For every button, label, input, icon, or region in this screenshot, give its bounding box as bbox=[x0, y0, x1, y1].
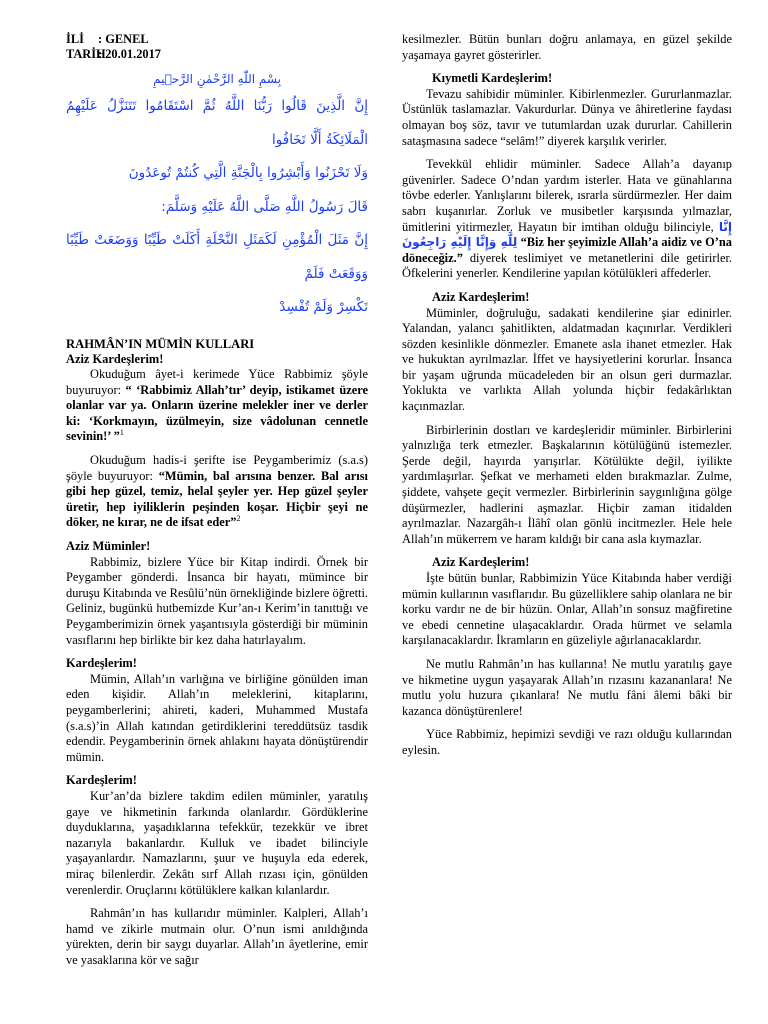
p2b-quote: “Biz her şeyimizle Allah’a aidiz ve O’na döneceğiz.” bbox=[402, 235, 732, 265]
right-paragraph-0: kesilmezler. Bütün bunları doğru anlamaya, en güzel şekilde yaşamaya gayret gösterirler. bbox=[402, 32, 732, 62]
left-heading-4: Kardeşlerim! bbox=[66, 773, 137, 788]
left-paragraph-1 bbox=[66, 367, 368, 445]
sermon-title: RAHMÂN’IN MÜMİN KULLARI bbox=[66, 336, 255, 351]
right-paragraph-7: Yüce Rabbimiz, hepimizi sevdiği ve razı olduğu kullarından eylesin. bbox=[402, 727, 732, 757]
p1-text: Okuduğum âyet-i kerimede Yüce Rabbimiz şöyle buyuruyor: bbox=[66, 367, 368, 397]
right-paragraph-5: İşte bütün bunlar, Rabbimizin Yüce Kitabında haber verdiği mümin kullarının vasıflarıdır. Bu güzelliklere sahip olanlara ne bir korku vardır ne de bir hüzün. Onlar, Allah’ın sonsuz mağfiretine ve ebedi cennetine ulaşacaklardır. Orada hürmet ve selamla karşılanacaklardır. İkramların en güzeliyle ağırlanacaklardır. bbox=[402, 571, 732, 648]
p2-quote: “Mümin, bal arısına benzer. Bal arısı gibi hep güzel, temiz, helal şeyler yer. Hep güzel şeyler üretir, hep iyiliklerin peşinden koşar. Hiçbir şeyi ne döker, ne kırar, ne de ifsat eder” bbox=[66, 468, 368, 530]
left-paragraph-4: Mümin, Allah’ın varlığına ve birliğine gönülden iman eden kişidir. Allah’ın meleklerini, kitaplarını, peygamberlerini; ahireti, kaderi, Muhammed Mustafa (s.a.s)’in Allah katından getirdiklerini tereddütsüz tasdik edendir. Peygamberinin örnek ahlakını hayata dönüştürendir mümin. bbox=[66, 671, 368, 764]
footnote-1: 1 bbox=[119, 428, 124, 438]
left-paragraph-2 bbox=[66, 453, 368, 531]
footnote-2: 2 bbox=[236, 514, 241, 524]
right-column bbox=[402, 32, 732, 767]
tarih-label: TARİH bbox=[66, 47, 106, 61]
ili-value: : GENEL bbox=[98, 32, 149, 46]
ayah-line-2: وَلَا تَحْزَنُوا وَأَبْشِرُوا بِالْجَنَّةِ الَّتِي كُنتُمْ تُوعَدُونَ bbox=[128, 165, 368, 181]
ayah-line-1: إِنَّ الَّذِينَ قَالُوا رَبُّنَا اللَّهُ ثُمَّ اسْتَقَامُوا تَتَنَزَّلُ عَلَيْهِمُ الْمَلَائِكَةُ أَلَّا تَخَافُوا bbox=[66, 98, 368, 148]
meta-ili bbox=[66, 32, 368, 47]
right-paragraph-3: Müminler, doğruluğu, sadakati kendilerine şiar edinirler. Yalandan, yalancı şahitlikten, aldatmadan kaçınırlar. Verdikleri sözden kesinlikle dönmezler. Emanete asla ihanet etmezler. Hak ve hukuktan ayrılmazlar. İffet ve haysiyetlerini korurlar. İnsanca bir yaşam uğrunda mücadeleden bir an olsun geri durmazlar. Yoklukta ve varlıkta Allah yolunda hiçbir fedakârlıktan kaçınmazlar. bbox=[402, 305, 732, 414]
p2c-text: diyerek teslimiyet ve metanetlerini dile getirirler. Öfkelerini yenerler. Kendilerine yapılan kötülükleri affederler. bbox=[402, 250, 732, 281]
ili-label: İLİ bbox=[66, 32, 84, 46]
right-paragraph-1: Tevazu sahibidir müminler. Kibirlenmezler. Gururlanmazlar. Üstünlük taslamazlar. Vakurdurlar. Dünya ve âhiretlerine faydası olmayan boş söz, tavır ve tutumlardan uzak dururlar. Cahillerin sataşmasına sadece “selâm!” diyerek karşılık verirler. bbox=[402, 86, 732, 148]
left-heading-1: Aziz Kardeşlerim! bbox=[66, 351, 164, 366]
left-column bbox=[66, 32, 368, 976]
right-paragraph-6: Ne mutlu Rahmân’ın has kullarına! Ne mutlu yaratılış gaye ve hikmetine uygun yaşayarak Allah’ın rızasını kazananlara! Ne mutlu yolu huzura çıkanlara! Ne mutlu fâni âlemi bâki bir kazanca dönüştürenlere! bbox=[402, 656, 732, 718]
right-paragraph-2 bbox=[402, 157, 732, 282]
hadis-line-1: إِنَّ مَثَلَ الْمُؤْمِنِ لَكَمَثَلِ النَّحْلَةِ أَكَلَتْ طَيِّبًا وَوَضَعَتْ طَيِّبًا وَوَقَعَتْ فَلَمْ bbox=[66, 232, 368, 282]
tarih-value: : 20.01.2017 bbox=[98, 47, 161, 61]
arabic-text-block bbox=[66, 68, 368, 325]
meta-tarih bbox=[66, 47, 368, 62]
hadis-line-2: تَكْسِرْ وَلَمْ تُفْسِدْ bbox=[279, 299, 368, 315]
right-heading-2: Aziz Kardeşlerim! bbox=[432, 289, 530, 304]
right-heading-3: Aziz Kardeşlerim! bbox=[432, 555, 530, 570]
p1-quote: “ ‘Rabbimiz Allah’tır’ deyip, istikamet üzere olanlar var ya. Onların üzerine melekler iner ve derler ki: ‘Korkmayın, üzülmeyin, size vâdolunan cennetle sevinin!’ ” bbox=[66, 382, 368, 444]
left-heading-2: Aziz Müminler! bbox=[66, 539, 151, 554]
hadis-intro: قَالَ رَسُولُ اللَّهِ صَلَّى اللَّهُ عَلَيْهِ وَسَلَّمَ: bbox=[161, 198, 368, 215]
inline-arabic: إِنَّا لِلَّهِ وَإِنَّا إِلَيْهِ رَاجِعُونَ bbox=[402, 219, 732, 250]
p2a-text: Tevekkül ehlidir müminler. Sadece Allah’a dayanıp güvenirler. Sadece O’ndan yardım isterler. Hata ve günahlarına tövbe ederler. Yanlışlarını bilerek, ısrarla sürdürmezler. Her daim sabrı kuşanırlar. Zorluk ve musibetler karşısında yılmazlar, ümitlerini yitirmezler. Hayatın bir imtihan olduğu bilinciyle, bbox=[402, 157, 732, 234]
left-paragraph-6: Rahmân’ın has kullarıdır müminler. Kalpleri, Allah’ı hamd ve zikirle mutmain olur. O’nun ismi anıldığında yürekten, derin bir saygı duyarlar. Allah’ın âyetlerine, emir ve yasaklarına kör ve sağır bbox=[66, 906, 368, 967]
p2-text: Okuduğum hadis-i şerifte ise Peygamberimiz (s.a.s) şöyle buyuruyor: bbox=[66, 453, 368, 483]
besmele: بِسْمِ اللّٰهِ الرَّحْمٰنِ الرَّح۪يمِ bbox=[153, 72, 281, 86]
left-paragraph-5: Kur’an’da bizlere takdim edilen müminler, yaratılış gaye ve hikmetinin farkında olanlardır. Gördüklerine duyduklarına, yaşadıklarına tefekkür, tezekkür ve ibret nazarıyla bakanlardır. Kulluk ve ibadet bilinciyle yaşayanlardır. Namazlarını, şuur ve huşuyla eda ederek, miraç bilenlerdir. Zekâtı sırf Allah rızası için, gönülden verenlerdir. Oruçlarını kötülüklere kalkan kılanlardır. bbox=[66, 788, 368, 897]
right-heading-1: Kıymetli Kardeşlerim! bbox=[432, 71, 553, 86]
left-paragraph-3: Rabbimiz, bizlere Yüce bir Kitap indirdi. Örnek bir Peygamber gönderdi. İnsanca bir hayatı, mümince bir duruşu Kitabında ve Resûlü’nün örnekliğinde bizlere öğretti. Geliniz, bugünkü hutbemizde Kur’an-ı Kerim’in tanıttığı ve Peygamberimizin örnek yaşantısıyla gösterdiği bir müminin vasıflarını hep birlikte bir kez daha hatırlayalım. bbox=[66, 554, 368, 647]
left-heading-3: Kardeşlerim! bbox=[66, 656, 137, 671]
right-paragraph-4: Birbirlerinin dostları ve kardeşleridir müminler. Birbirlerini yalnızlığa terk etmezler. Başkalarının kötülüğünü istemezler. Şerde değil, hayırda yarışırlar. Kötülükte değil, iyilikte yardımlaşırlar. Şefkat ve merhameti elden bırakmazlar. Zulme, şiddete, vahşete geçit vermezler. Birbirlerinin saygınlığına gölge düşürmezler, hadlerini aşmazlar. Hiçbir zaman itidalden ayrılmazlar. Nazargâh-ı İlâhî olan gönlü incitmezler. Hele hele Allah’ın mükerrem ve haram kıldığı bir cana asla kıymazlar. bbox=[402, 422, 732, 546]
